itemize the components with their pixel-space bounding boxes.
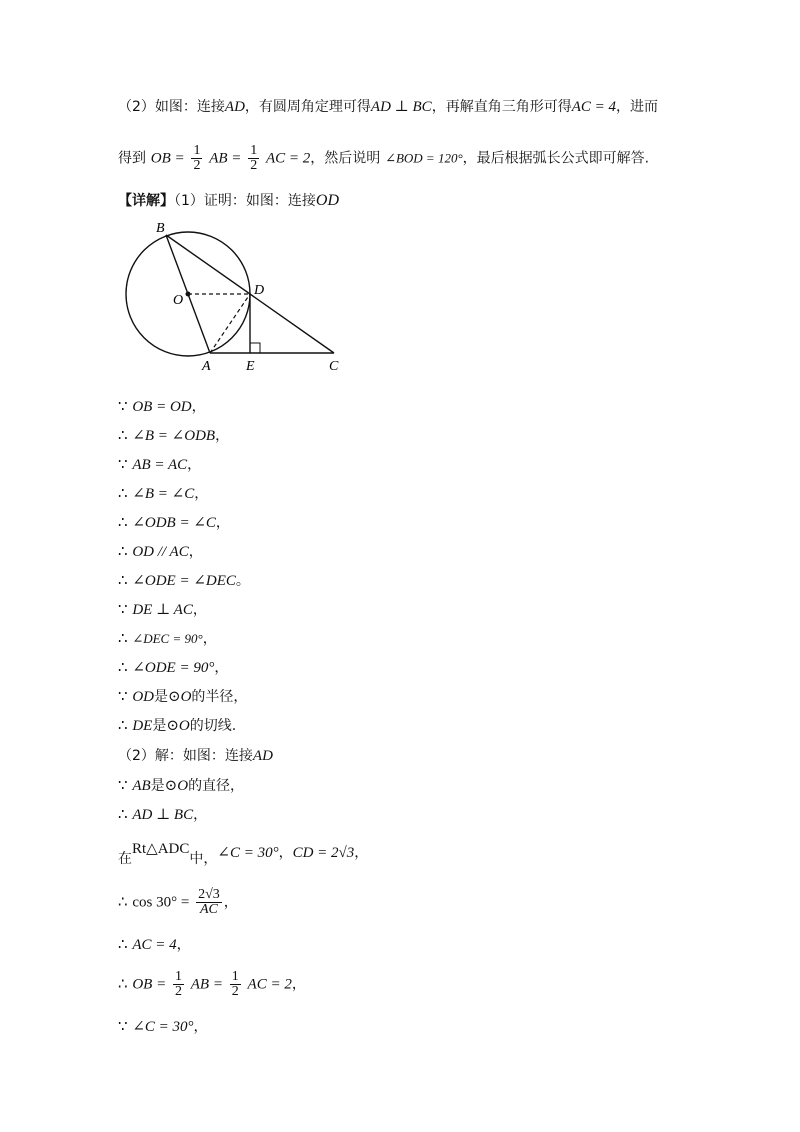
hint-line-1: （2）如图：连接AD，有圆周角定理可得AD ⊥ BC，再解直角三角形可得AC = 4，进而 xyxy=(118,99,658,115)
label-b: B xyxy=(156,221,165,236)
proof-step: ∵ AB = AC， xyxy=(118,455,202,473)
proof-step: ∴ ∠B = ∠ODB， xyxy=(118,426,230,444)
proof-step: ∵ DE ⊥ AC， xyxy=(118,600,207,618)
proof-step: ∴ cos 30° = $\frac{2√3}{AC}$ ， xyxy=(118,887,238,917)
circle-tangent-diagram xyxy=(118,220,358,375)
proof-step: ∴ AC = 4， xyxy=(118,935,191,953)
proof-step: ∴ ∠ODE = ∠DEC。 xyxy=(118,571,250,589)
label-c: C xyxy=(329,359,339,374)
segment-ad xyxy=(210,294,250,353)
proof-step: ∴ ∠B = ∠C， xyxy=(118,484,209,502)
proof-step: ∴ OB = $\frac{1}{2}$ AB = $\frac{1}{2}$ AC = 2， xyxy=(118,969,306,999)
fraction: $\frac{1}{2}$ xyxy=(250,143,258,173)
proof-step: ∵ OD是⊙O的半径， xyxy=(118,687,248,705)
proof-step: ∴ AD ⊥ BC， xyxy=(118,805,208,823)
proof-step: ∴ DE是⊙O的切线. xyxy=(118,716,237,734)
proof-step: ∵ ∠C = 30°， xyxy=(118,1017,208,1035)
proof-step: ∴ ∠DEC = 90°， xyxy=(118,629,217,647)
part2-heading: （2）解：如图：连接AD xyxy=(118,748,273,764)
label-d: D xyxy=(254,283,265,298)
proof-step: ∴ ∠ODE = 90°， xyxy=(118,658,229,676)
fraction: $\frac{1}{2}$ xyxy=(174,969,182,999)
geometry-figure xyxy=(118,220,358,379)
label-o: O xyxy=(173,293,184,308)
proof-step: ∵ AB是⊙O的直径， xyxy=(118,776,245,794)
fraction: $\frac{1}{2}$ xyxy=(231,969,239,999)
label-e: E xyxy=(246,359,255,374)
proof-step: ∵ OB = OD， xyxy=(118,397,206,415)
detail-heading: 【详解】（1）证明：如图：连接OD xyxy=(118,192,340,209)
proof-step: ∴ OD // AC， xyxy=(118,542,203,560)
proof-step: 在Rt△ADC中，∠C = 30°，CD = 2√3， xyxy=(118,841,369,867)
right-angle-mark xyxy=(250,343,260,353)
proof-step: ∴ ∠ODB = ∠C， xyxy=(118,513,230,531)
fraction: $\frac{1}{2}$ xyxy=(193,143,201,173)
fraction: $\frac{2√3}{AC}$ xyxy=(198,887,220,917)
hint-line-2: 得到 OB = $\frac{1}{2}$ AB = $\frac{1}{2}$ AC = 2，然后说明 ∠BOD = 120°，最后根据弧长公式即可解答. xyxy=(118,143,650,173)
label-a: A xyxy=(202,359,211,374)
